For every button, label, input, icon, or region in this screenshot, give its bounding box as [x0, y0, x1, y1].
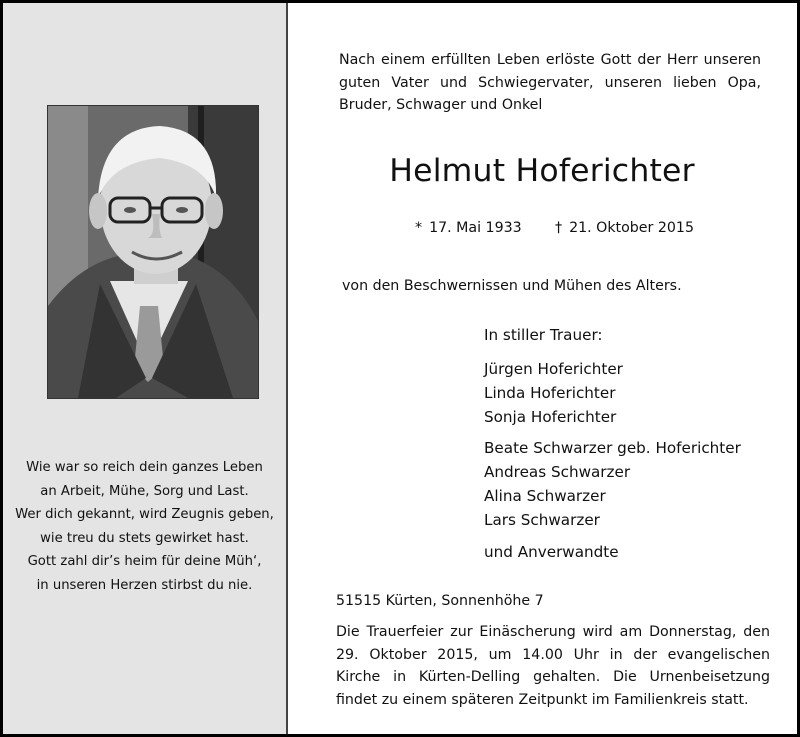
mourner-name: Jürgen Hoferichter	[484, 360, 623, 378]
left-panel	[3, 3, 288, 734]
mourner-name: Linda Hoferichter	[484, 384, 616, 402]
life-dates	[415, 220, 694, 236]
poem-line: Wie war so reich dein ganzes Leben	[26, 460, 263, 475]
portrait-image	[48, 106, 258, 398]
poem-line: in unseren Herzen stirbst du nie.	[36, 577, 253, 593]
memorial-poem	[3, 456, 286, 597]
mourner-name: Beate Schwarzer geb. Hoferichter	[484, 439, 741, 457]
mourner-name: Andreas Schwarzer	[484, 463, 631, 481]
deceased-name: Helmut Hoferichter	[389, 153, 695, 189]
intro-text	[339, 49, 761, 117]
intro-line: Bruder, Schwager und Onkel	[339, 97, 543, 114]
funeral-line: 29. Oktober 2015, um 14.00 Uhr in der evangelischen	[336, 646, 770, 663]
intro-line: guten Vater und Schwiegervater, unseren lieben Opa,	[339, 74, 761, 91]
mourning-closing: und Anverwandte	[484, 543, 619, 561]
mourner-name: Lars Schwarzer	[484, 511, 600, 529]
poem-line: Wer dich gekannt, wird Zeugnis geben,	[15, 507, 274, 522]
poem-line: Gott zahl dir’s heim für deine Müh‘,	[27, 554, 262, 569]
birth-symbol: *	[415, 220, 423, 236]
poem-line: an Arbeit, Mühe, Sorg und Last.	[40, 483, 249, 499]
death-phrase: von den Beschwernissen und Mühen des Alters.	[342, 278, 682, 294]
death-date-text: 21. Oktober 2015	[569, 220, 694, 236]
death-date	[555, 220, 694, 236]
funeral-line: findet zu einem späteren Zeitpunkt im Familienkreis statt.	[336, 691, 749, 708]
address: 51515 Kürten, Sonnenhöhe 7	[336, 593, 544, 609]
poem-line: wie treu du stets gewirket hast.	[40, 530, 249, 546]
funeral-line: Die Trauerfeier zur Einäscherung wird am Donnerstag, den	[336, 624, 770, 640]
portrait-photo	[47, 105, 259, 399]
funeral-notice	[336, 621, 770, 711]
birth-date-text: 17. Mai 1933	[429, 220, 522, 236]
mourning-heading: In stiller Trauer:	[484, 326, 603, 344]
funeral-line: Kirche in Kürten-Delling gehalten. Die Urnenbeisetzung	[336, 669, 770, 686]
mourners-list	[484, 323, 741, 564]
right-panel	[288, 3, 797, 734]
mourner-name: Sonja Hoferichter	[484, 408, 617, 426]
birth-date	[415, 220, 522, 236]
intro-line: Nach einem erfüllten Leben erlöste Gott der Herr unseren	[339, 52, 761, 68]
death-cross-symbol: †	[555, 220, 563, 236]
mourner-name: Alina Schwarzer	[484, 487, 606, 505]
